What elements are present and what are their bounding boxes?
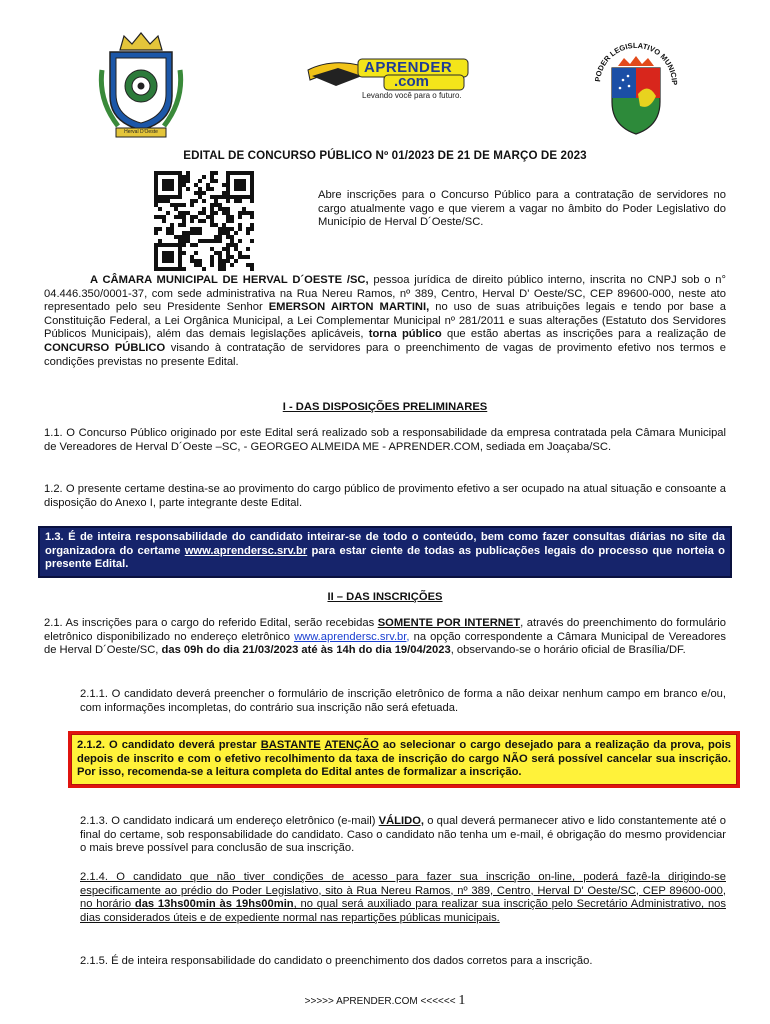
municipal-coat-of-arms-icon: [98, 30, 184, 142]
preamble-emphasis: torna público: [368, 328, 442, 341]
preamble-text: que estão abertas as inscrições para a realização de: [441, 328, 726, 341]
clause-2-1-4: [80, 871, 726, 925]
clause-1-3-text: 1.3. É de inteira responsabilidade do candidato inteirar-se de todo o conteúdo, bem como fazer consultas diárias no site da organizadora do certame: [45, 531, 725, 557]
registration-site-link[interactable]: www.aprendersc.srv.br,: [294, 630, 410, 643]
clause-2-1-2-text: ao selecionar o cargo desejado para a realização da prova, pois depois de inscrito e com o efetivo recolhimento da taxa de inscrição do cargo NÃO será possível cancelar sua inscrição. Por isso, recomenda-se a leitura completa do Edital antes de formalizar a inscrição.: [77, 739, 731, 779]
valid-email-emphasis: VÁLIDO,: [378, 815, 425, 827]
page-footer: [0, 993, 770, 1009]
aprender-logo: [302, 56, 472, 106]
internet-only-emphasis: SOMENTE POR INTERNET: [377, 617, 521, 629]
organizer-site-link[interactable]: www.aprendersc.srv.br: [184, 544, 308, 557]
clause-2-1-3-text: o qual deverá permanecer ativo e lido constantemente até o final do certame, sob responsabilidade do candidato. Caso o candidato não tenha um e-mail, é obrigação do mesmo providenciar o mais breve possível para conclusão de sua inscrição.: [80, 815, 726, 855]
clause-2-1-1: 2.1.1. O candidato deverá preencher o formulário de inscrição eletrônico de forma a não deixar nenhum campo em branco e/ou, com informações incompletas, do contrário sua inscrição não será efetuada.: [80, 688, 726, 714]
section-heading-1: I - DAS DISPOSIÇÕES PRELIMINARES: [282, 401, 488, 413]
intro-abstract: Abre inscrições para o Concurso Público para a contratação de servidores no cargo atualmente vago e que vierem a vagar no âmbito do Poder Legislativo do Município de Herval D´Oeste/SC.: [318, 189, 726, 229]
attention-emphasis: BASTANTE: [260, 739, 321, 751]
footer-text: >>>>> APRENDER.COM <<<<<<: [304, 996, 456, 1007]
logo-tagline: Levando você para o futuro.: [362, 91, 462, 100]
qr-code-icon[interactable]: [154, 171, 254, 271]
registration-period: das 09h do dia 21/03/2023 até às 14h do dia 19/04/2023: [161, 644, 451, 657]
preamble-emphasis: CONCURSO PÚBLICO: [44, 341, 166, 354]
page-number: 1: [458, 993, 466, 1008]
clause-2-1-2-warning: [68, 731, 740, 788]
page-title: EDITAL DE CONCURSO PÚBLICO Nº 01/2023 DE 21 DE MARÇO DE 2023: [183, 149, 587, 162]
clause-2-1-3-text: 2.1.3. O candidato indicará um endereço eletrônico (e-mail): [80, 815, 379, 827]
logo-brand-top: APRENDER: [364, 59, 453, 76]
clause-2-1-text: , através do preenchimento do formulário eletrônico disponibilizado no endereço eletrônico: [44, 617, 726, 643]
preamble-text: visando à contratação de servidores para o preenchimento de vagas de provimento efetivo nos termos e condições previstas no presente Edital.: [44, 341, 726, 368]
clause-2-1-4-text: 2.1.4. O candidato que não tiver condições de acesso para fazer sua inscrição on-line, poderá fazê-la dirigindo-se especificamente ao prédio do Poder Legislativo, sito à Rua Nereu Ramos, nº 389, Centro, Herval D' Oeste/SC, CEP 89600-000, no horário: [80, 871, 726, 911]
clause-1-1: 1.1. O Concurso Público originado por este Edital será realizado sob a responsabilidade da empresa contratada pela Câmara Municipal de Vereadores de Herval D´Oeste –SC, - GEORGEO ALMEIDA ME - APRENDER.COM, sediada em Joaçaba/SC.: [44, 427, 726, 453]
clause-1-2: 1.2. O presente certame destina-se ao provimento do cargo público de provimento efetivo a ser ocupado na atual situação e consoante a disposição do Anexo I, parte integrante deste Edital.: [44, 483, 726, 509]
clause-2-1-2-text: 2.1.2. O candidato deverá prestar: [77, 739, 261, 751]
preamble-president: EMERSON AIRTON MARTINI,: [268, 301, 430, 314]
logo-brand-bottom: .com: [394, 73, 430, 90]
clause-2-1-text: , observando-se o horário oficial de Brasília/DF.: [450, 644, 686, 657]
clause-2-1: [44, 617, 726, 658]
preamble-institution: A CÂMARA MUNICIPAL DE HERVAL D´OESTE /SC,: [90, 274, 369, 286]
clause-1-3-text: para estar ciente de todas as publicações legais do processo que norteia o presente Edital.: [45, 544, 725, 571]
clause-2-1-3: [80, 815, 726, 856]
clause-2-1-text: 2.1. As inscrições para o cargo do referido Edital, serão recebidas: [44, 617, 378, 629]
preamble-text: no uso de suas atribuições legais e tendo por base a Constituição Federal, a Lei Orgânica Municipal, a Lei Complementar Municipal nº 281/2011 e suas alterações (Estatuto dos Servidores Públicos Municipais), além das demais legislações aplicáveis,: [44, 301, 726, 341]
attention-emphasis: ATENÇÃO: [324, 739, 379, 751]
clause-2-1-4-text: , no qual será auxiliado para realizar sua inscrição pelo Secretário Administrativo, nos dias considerados úteis e de expediente normal nas repartições públicas municipais.: [80, 898, 726, 924]
assisted-hours: das 13hs00min às 19hs00min: [134, 898, 294, 911]
clause-2-1-5: 2.1.5. É de inteira responsabilidade do candidato o preenchimento dos dados corretos para a inscrição.: [80, 955, 593, 967]
clause-2-1-text: na opção correspondente a Câmara Municipal de Vereadores de Herval D´Oeste/SC,: [44, 630, 726, 657]
preamble-paragraph: [44, 274, 726, 369]
clause-1-3-highlight: [38, 526, 732, 578]
seal-ribbon-text: Herval D'Oeste: [124, 129, 158, 135]
section-heading-2: II – DAS INSCRIÇÕES: [327, 591, 443, 603]
preamble-text: pessoa jurídica de direito público interno, inscrita no CNPJ sob o n° 04.446.350/0001-37, com sede administrativa na Rua Nereu Ramos, nº 389, Centro, Herval D' Oeste/SC, CEP 89600-000, neste ato representado pelo seu Presidente Senhor: [44, 274, 727, 314]
seal-arc-text: PODER LEGISLATIVO MUNICIP: [593, 40, 680, 85]
legislative-seal-icon: [590, 38, 682, 138]
